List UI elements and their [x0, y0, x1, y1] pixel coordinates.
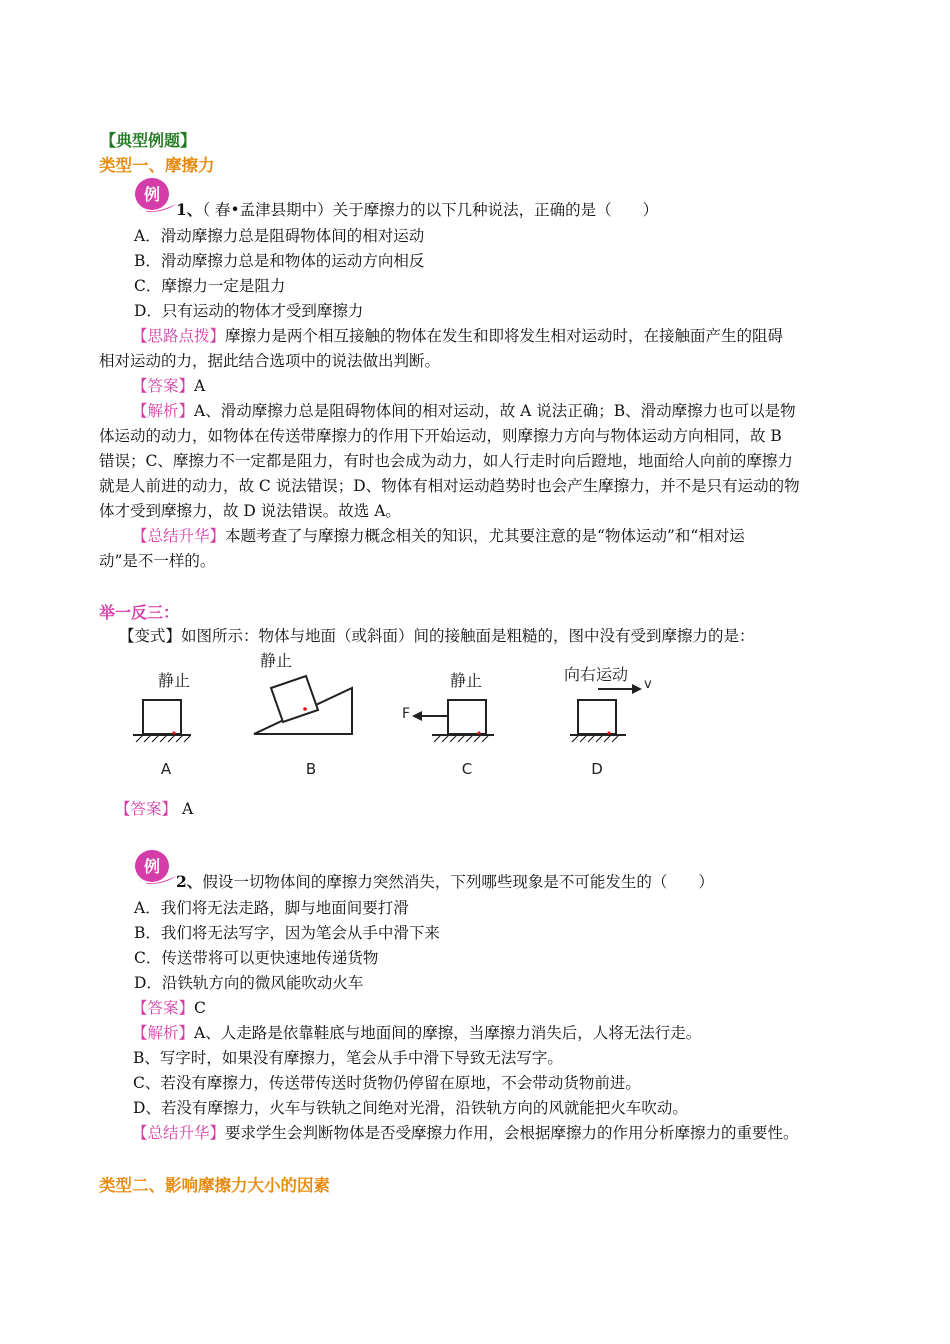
panel-d-title: 向右运动 [564, 665, 629, 684]
q2-answer: C [194, 999, 206, 1017]
q1-analysis-line2: 体运动的动力，如物体在传送带摩擦力的作用下开始运动，则摩擦力方向与物体运动方向相同，故 B [99, 427, 782, 445]
panel-c-label: C [461, 760, 473, 778]
q1-stem-line [176, 200, 658, 220]
q1-number: 1 [176, 200, 187, 219]
panel-a-title: 静止 [158, 671, 191, 690]
q1-analysis-line5: 体才受到摩擦力，故 D 说法错误。故选 A。 [99, 502, 401, 520]
figure-panel-a [133, 671, 191, 778]
q1-summary-tag: 【总结升华】 [132, 527, 226, 545]
q2-analysis-line1 [132, 1023, 701, 1043]
q1-option-b: B．滑动摩擦力总是和物体的运动方向相反 [134, 252, 425, 270]
example-badge-icon [132, 848, 180, 888]
q1-analysis-text1: A、滑动摩擦力总是阻碍物体间的相对运动，故 A 说法正确；B、滑动摩擦力也可以是物 [194, 402, 796, 420]
q2-option-b: B．我们将无法写字，因为笔会从手中滑下来 [134, 924, 440, 942]
q2-summary-text: 要求学生会判断物体是否受摩擦力作用，会根据摩擦力的作用分析摩擦力的重要性。 [225, 1124, 799, 1142]
q2-answer-tag: 【答案】 [132, 999, 195, 1017]
variant-answer: A [181, 800, 194, 818]
figure-panel-c [402, 671, 494, 778]
q1-hint-line2: 相对运动的力，据此结合选项中的说法做出判断。 [99, 352, 441, 370]
q2-analysis-line4: D、若没有摩擦力，火车与铁轨之间绝对光滑，沿铁轨方向的风就能把火车吹动。 [133, 1099, 688, 1117]
q1-hint-tag: 【思路点拨】 [132, 327, 226, 345]
variant-tag: 【变式】 [119, 627, 182, 645]
q1-analysis-line3: 错误；C、摩擦力不一定都是阻力，有时也会成为动力，如人行走时向后蹬地，地面给人向前的摩擦力 [99, 452, 793, 470]
badge-char: 例 [143, 185, 161, 204]
figure-panel-d [564, 665, 652, 778]
q1-analysis-line4: 就是人前进的动力，故 C 说法错误；D、物体有相对运动趋势时也会产生摩擦力，并不是只有运动的物 [99, 477, 800, 495]
q1-option-d: D．只有运动的物体才受到摩擦力 [134, 302, 364, 320]
q2-analysis-text1: A、人走路是依靠鞋底与地面间的摩擦，当摩擦力消失后，人将无法行走。 [194, 1024, 702, 1042]
panel-c-force: F [402, 706, 411, 722]
variant-answer-tag: 【答案】 [115, 800, 178, 818]
q2-analysis-tag: 【解析】 [132, 1024, 195, 1042]
practice-heading: 举一反三： [99, 603, 180, 622]
q1-number-sep: 、 [186, 200, 203, 219]
q1-option-a: A．滑动摩擦力总是阻碍物体间的相对运动 [134, 227, 425, 245]
q1-analysis-line1 [132, 401, 796, 421]
q1-stem: （ 春•孟津县期中）关于摩擦力的以下几种说法，正确的是（ ） [202, 201, 659, 219]
figure-panel-b [254, 651, 352, 778]
section-title: 【典型例题】 [100, 131, 197, 150]
q2-option-a: A．我们将无法走路，脚与地面间要打滑 [134, 899, 409, 917]
type1-heading: 类型一、摩擦力 [99, 156, 215, 175]
panel-d-velocity: v [644, 677, 652, 692]
q2-analysis-line3: C、若没有摩擦力，传送带传送时货物仍停留在原地，不会带动货物前进。 [133, 1074, 641, 1092]
panel-b-label: B [305, 760, 317, 778]
q1-hint-text1: 摩擦力是两个相互接触的物体在发生和即将发生相对运动时，在接触面产生的阻碍 [225, 327, 784, 345]
q2-number-sep: 、 [186, 872, 203, 891]
q2-stem: 假设一切物体间的摩擦力突然消失，下列哪些现象是不可能发生的（ ） [202, 873, 714, 891]
panel-b-title: 静止 [260, 651, 293, 670]
q1-analysis-tag: 【解析】 [132, 402, 195, 420]
q1-answer-tag: 【答案】 [132, 377, 195, 395]
q1-answer-line [132, 376, 205, 396]
panel-a-label: A [160, 760, 172, 778]
q2-analysis-line2: B、写字时，如果没有摩擦力，笔会从手中滑下导致无法写字。 [133, 1049, 563, 1067]
example-badge-icon [132, 176, 180, 216]
q1-summary-line1 [132, 526, 745, 546]
type2-heading: 类型二、影响摩擦力大小的因素 [99, 1176, 330, 1195]
q2-stem-line [176, 872, 714, 892]
q2-summary-tag: 【总结升华】 [132, 1124, 226, 1142]
variant-line [119, 626, 755, 646]
q1-summary-text1: 本题考查了与摩擦力概念相关的知识，尤其要注意的是“物体运动”和“相对运 [225, 527, 745, 545]
q1-answer: A [194, 377, 206, 395]
q2-number: 2 [176, 872, 187, 891]
q1-option-c: C．摩擦力一定是阻力 [134, 277, 286, 295]
q2-option-d: D．沿铁轨方向的微风能吹动火车 [134, 974, 364, 992]
panel-c-title: 静止 [450, 671, 483, 690]
badge-char: 例 [143, 857, 161, 876]
q2-option-c: C．传送带将可以更快速地传递货物 [134, 949, 379, 967]
q1-summary-line2: 动”是不一样的。 [99, 552, 216, 570]
q2-answer-line [132, 998, 206, 1018]
panel-d-label: D [591, 760, 603, 778]
friction-figure [128, 648, 658, 780]
variant-answer-line [115, 799, 193, 819]
q1-hint-line1 [132, 326, 783, 346]
q2-summary-line [132, 1123, 799, 1143]
variant-text: 如图所示：物体与地面（或斜面）间的接触面是粗糙的，图中没有受到摩擦力的是： [181, 627, 755, 645]
